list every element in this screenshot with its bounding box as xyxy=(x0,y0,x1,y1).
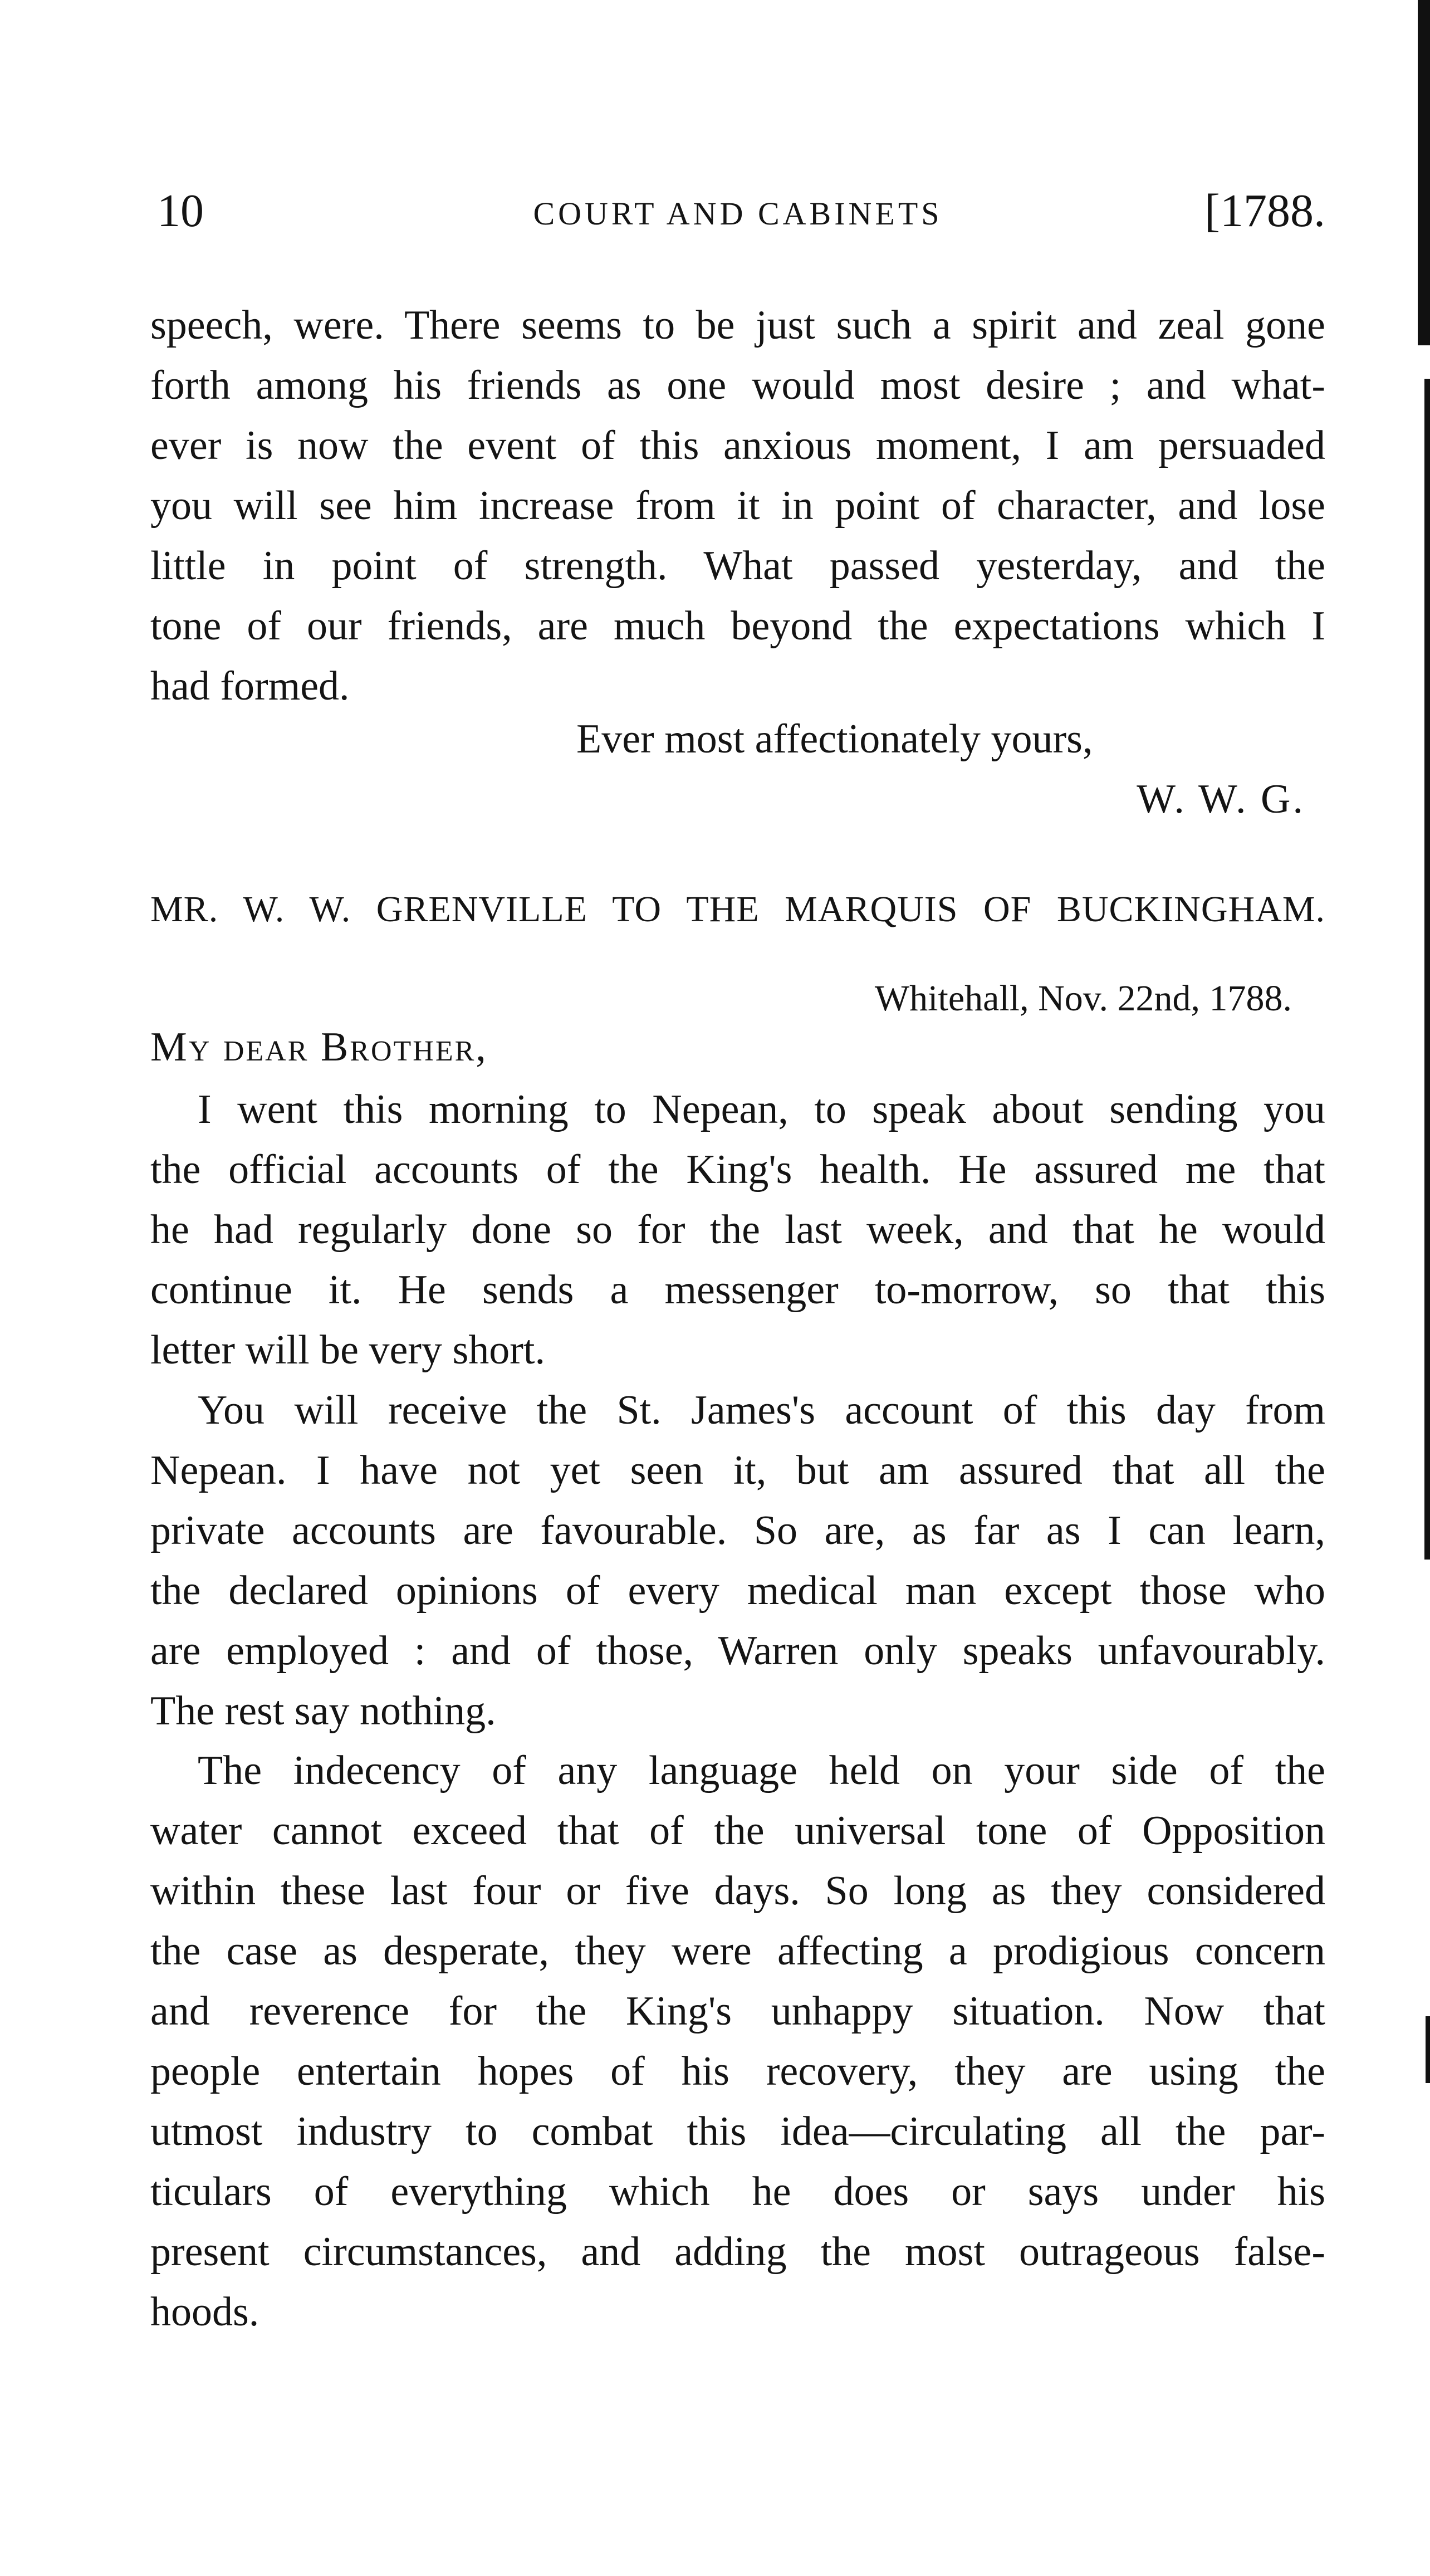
text-line: hoods. xyxy=(150,2289,259,2335)
scan-edge xyxy=(1424,379,1430,1560)
text-line: little in point of strength. What passed yesterday, and the xyxy=(150,543,1325,589)
text-line: present circumstances, and adding the most outrageous false- xyxy=(150,2229,1325,2275)
text-line: forth among his friends as one would most desire ; and what- xyxy=(150,363,1325,408)
text-line: speech, were. There seems to be just such a spirit and zeal gone xyxy=(150,302,1325,348)
text-line: private accounts are favourable. So are, as far as I can learn, xyxy=(150,1508,1325,1553)
running-head: COURT AND CABINETS xyxy=(533,195,943,232)
text-line: people entertain hopes of his recovery, they are using the xyxy=(150,2049,1325,2094)
text-line: you will see him increase from it in point of character, and lose xyxy=(150,483,1325,529)
text-line: letter will be very short. xyxy=(150,1327,545,1373)
text-line: the case as desperate, they were affecting a prodigious concern xyxy=(150,1928,1325,1974)
paragraph-2 xyxy=(150,1380,1325,1741)
text-line: water cannot exceed that of the universal tone of Opposition xyxy=(150,1808,1325,1854)
text-line: ever is now the event of this anxious moment, I am persuaded xyxy=(150,423,1325,468)
scan-edge xyxy=(1418,0,1430,345)
text-line: are employed : and of those, Warren only speaks unfavourably. xyxy=(150,1628,1325,1674)
text-line: tone of our friends, are much beyond the expectations which I xyxy=(150,603,1325,649)
letter-signature: W. W. G. xyxy=(1137,776,1305,822)
text-line: the official accounts of the King's health. He assured me that xyxy=(150,1147,1325,1192)
paragraph-1 xyxy=(150,1079,1325,1380)
text-line: and reverence for the King's unhappy situation. Now that xyxy=(150,1988,1325,2034)
text-line: You will receive the St. James's account of this day from xyxy=(198,1387,1325,1433)
text-line: utmost industry to combat this idea—circulating all the par- xyxy=(150,2109,1325,2154)
letter-salutation: My dear Brother, xyxy=(150,1024,488,1070)
page-header xyxy=(150,184,1325,245)
paragraph-3 xyxy=(150,1741,1325,2342)
text-line: ticulars of everything which he does or says under his xyxy=(150,2169,1325,2215)
page-number: 10 xyxy=(157,185,204,237)
text-line: The indecency of any language held on your side of the xyxy=(198,1748,1325,1793)
text-line: Nepean. I have not yet seen it, but am assured that all the xyxy=(150,1448,1325,1493)
text-line: The rest say nothing. xyxy=(150,1688,496,1734)
text-line: within these last four or five days. So long as they considered xyxy=(150,1868,1325,1914)
text-line: the declared opinions of every medical man except those who xyxy=(150,1568,1325,1614)
text-line: continue it. He sends a messenger to-morrow, so that this xyxy=(150,1267,1325,1313)
letter-dateline: Whitehall, Nov. 22nd, 1788. xyxy=(874,978,1292,1019)
text-line: he had regularly done so for the last week, and that he would xyxy=(150,1207,1325,1253)
scan-edge xyxy=(1426,2016,1430,2083)
text-line: had formed. xyxy=(150,663,350,709)
header-year: [1788. xyxy=(1204,185,1325,237)
continuation-paragraph xyxy=(150,295,1325,716)
letter-heading: MR. W. W. GRENVILLE TO THE MARQUIS OF BUCKINGHAM. xyxy=(150,889,1325,930)
letter-closing: Ever most affectionately yours, xyxy=(576,716,1093,762)
text-line: I went this morning to Nepean, to speak about sending you xyxy=(198,1087,1325,1132)
